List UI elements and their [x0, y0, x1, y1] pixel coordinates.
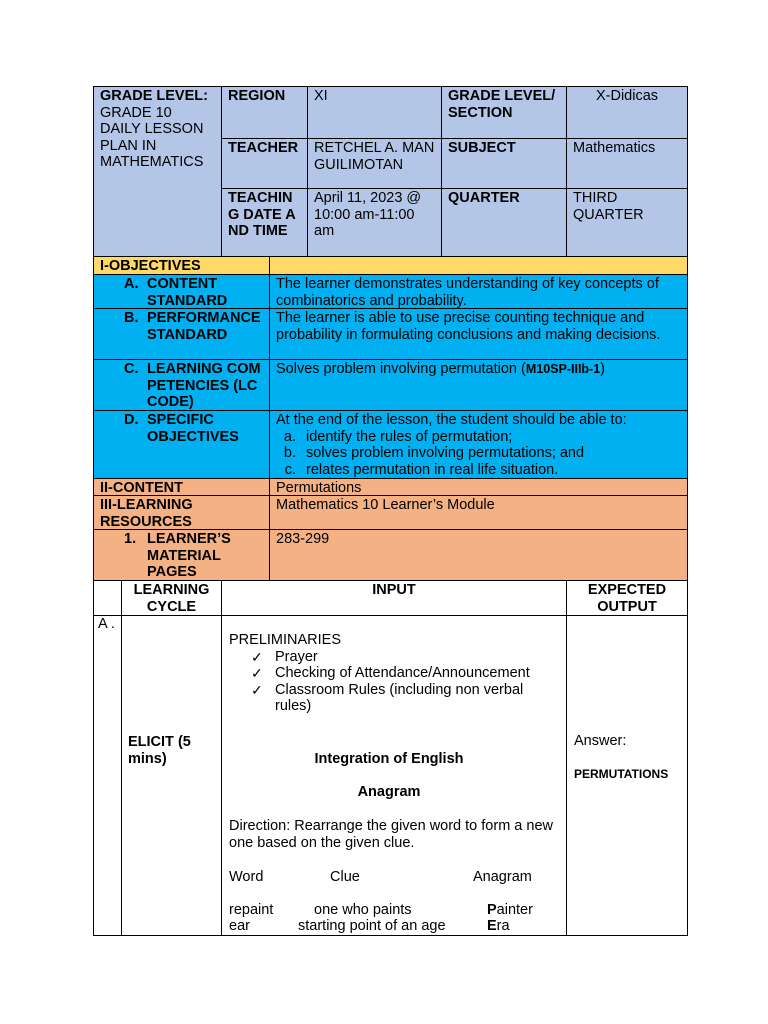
- elicit-output: [567, 616, 687, 935]
- objectives-heading: I-OBJECTIVES: [94, 257, 270, 275]
- performance-standard-text: The learner is able to use precise counting technique and probability in formulating conclusions and making decisions.: [270, 309, 687, 360]
- preliminaries-heading: PRELIMINARIES: [229, 632, 341, 648]
- specific-objectives-list: [276, 429, 681, 479]
- anagram-word: ear: [229, 918, 250, 934]
- integration-heading: Integration of English: [314, 751, 464, 767]
- expected-output-header: EXPECTED OUTPUT: [567, 581, 687, 616]
- grade-section-label: GRADE LEVEL/SECTION: [442, 87, 567, 139]
- elicit-input: [222, 616, 567, 935]
- anagram-column-header: Anagram: [473, 869, 532, 885]
- list-item: ✓ Checking of Attendance/Announcement: [251, 665, 530, 681]
- teacher-label: TEACHER: [222, 139, 308, 189]
- quarter-label: QUARTER: [442, 189, 567, 257]
- competencies-text: Solves problem involving permutation (M10SP-IIIb-1): [270, 360, 687, 411]
- elicit-letter: A .: [94, 616, 122, 935]
- check-icon: ✓: [251, 648, 263, 665]
- material-pages-value: 283-299: [270, 530, 687, 581]
- subject-label: SUBJECT: [442, 139, 567, 189]
- specific-objectives-intro: At the end of the lesson, the student should be able to:: [276, 412, 627, 428]
- region-label: REGION: [222, 87, 308, 139]
- grade-section-value: X-Didicas: [567, 87, 687, 139]
- anagram-answer: Painter: [487, 902, 533, 918]
- check-icon: ✓: [251, 665, 263, 681]
- word-column-header: Word: [229, 869, 264, 885]
- anagram-clue: starting point of an age: [298, 918, 446, 934]
- list-item: c. relates permutation in real life situation.: [300, 462, 681, 479]
- list-item: ✓ Classroom Rules (including non verbal rules): [251, 681, 524, 714]
- content-value: Permutations: [270, 479, 687, 496]
- competencies-label: C. LEARNING COMPETENCIES (LC CODE): [94, 360, 270, 411]
- title-cell: [94, 87, 222, 257]
- performance-standard-label: B. PERFORMANCE STANDARD: [94, 309, 270, 360]
- anagram-word: repaint: [229, 902, 274, 918]
- clue-column-header: Clue: [330, 869, 360, 885]
- performance-standard-letter: B.: [124, 310, 139, 326]
- subject-value: Mathematics: [567, 139, 687, 189]
- material-pages-label: 1. LEARNER’S MATERIAL PAGES: [94, 530, 270, 581]
- input-header: INPUT: [222, 581, 567, 616]
- teaching-date-label: TEACHING DATE AND TIME: [222, 189, 308, 257]
- content-standard-label: A. CONTENT STANDARD: [94, 275, 270, 309]
- lesson-plan-title: GRADE 10 DAILY LESSON PLAN IN MATHEMATICS: [100, 104, 204, 170]
- grade-level-label: GRADE LEVEL:: [100, 88, 208, 104]
- objectives-heading-fill: [270, 257, 687, 275]
- specific-objectives-letter: D.: [124, 412, 139, 428]
- quarter-value: THIRD QUARTER: [567, 189, 687, 257]
- resources-value: Mathematics 10 Learner’s Module: [270, 496, 687, 530]
- specific-objectives-label: D. SPECIFIC OBJECTIVES: [94, 411, 270, 479]
- region-value: XI: [308, 87, 442, 139]
- cycle-letter-header: [94, 581, 122, 616]
- anagram-clue: one who paints: [314, 902, 412, 918]
- teaching-date-value: April 11, 2023 @ 10:00 am-11:00 am: [308, 189, 442, 257]
- answer-value: PERMUTATIONS: [574, 767, 669, 781]
- activity-heading: Anagram: [357, 784, 421, 800]
- learning-cycle-header: LEARNING CYCLE: [122, 581, 222, 616]
- elicit-stage-label: ELICIT (5 mins): [128, 734, 191, 767]
- direction-text: Direction: Rearrange the given word to form a new one based on the given clue.: [229, 818, 553, 851]
- teacher-value: RETCHEL A. MANGUILIMOTAN: [308, 139, 442, 189]
- list-item: a. identify the rules of permutation;: [300, 429, 681, 446]
- check-icon: ✓: [251, 681, 263, 698]
- content-standard-letter: A.: [124, 276, 139, 292]
- resources-label: III-LEARNING RESOURCES: [94, 496, 270, 530]
- material-pages-number: 1.: [124, 531, 137, 547]
- content-standard-text: The learner demonstrates understanding of key concepts of combinatorics and probability.: [270, 275, 687, 309]
- lc-code: M10SP-IIIb-1: [525, 362, 601, 376]
- specific-objectives-text: [270, 411, 687, 479]
- anagram-answer: Era: [487, 918, 510, 934]
- content-label: II-CONTENT: [94, 479, 270, 496]
- preliminaries-checklist: [229, 649, 560, 715]
- lesson-plan-table: [93, 86, 688, 936]
- elicit-stage: [122, 616, 222, 935]
- list-item: ✓ Prayer: [251, 648, 318, 665]
- answer-label: Answer:: [574, 733, 627, 749]
- competencies-letter: C.: [124, 361, 139, 377]
- list-item: b. solves problem involving permutations; and: [300, 445, 681, 462]
